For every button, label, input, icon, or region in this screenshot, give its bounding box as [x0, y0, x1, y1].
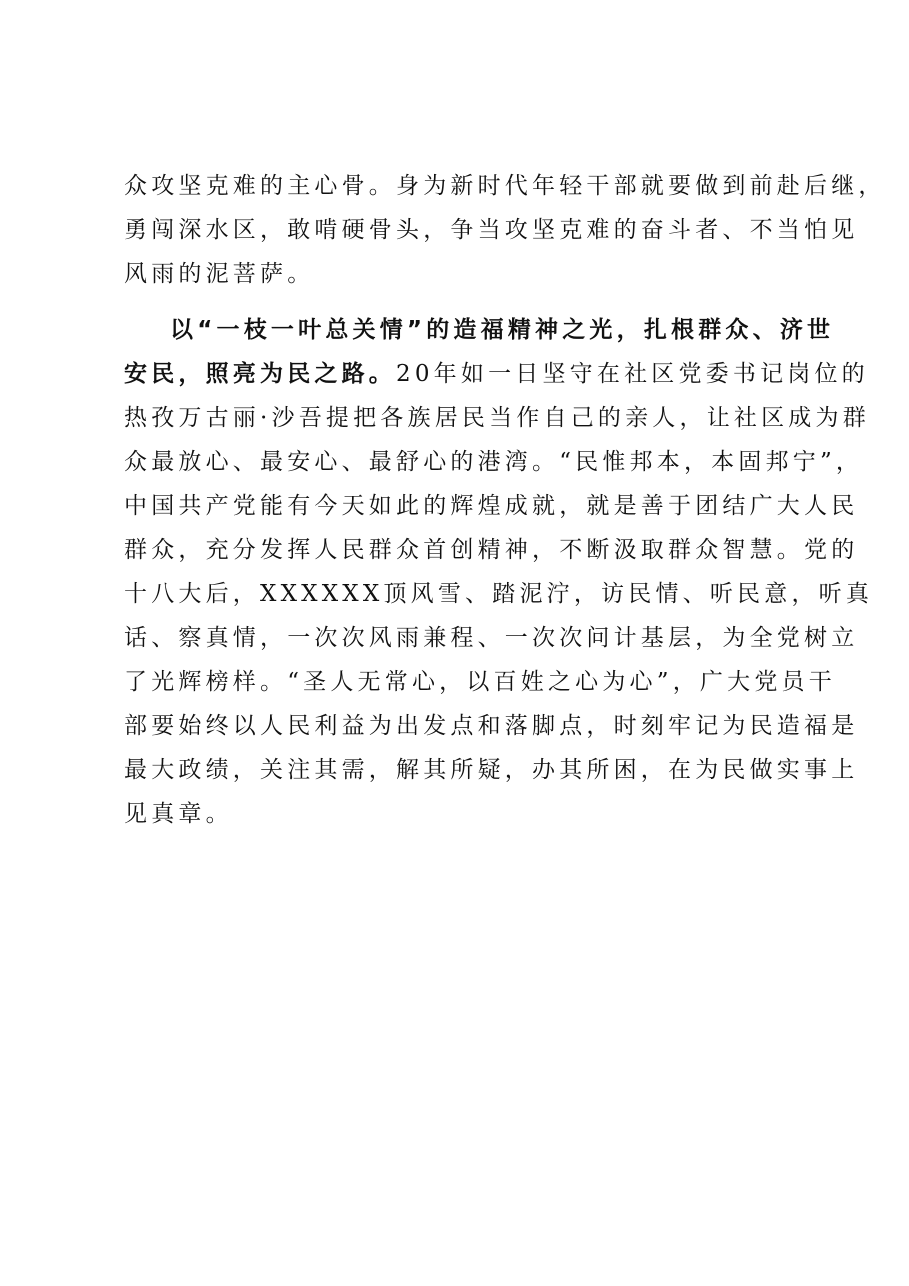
- text-line: 话、察真情，一次次风雨兼程、一次次问计基层，为全党树立: [124, 625, 859, 651]
- text-line: 见真章。: [124, 801, 233, 827]
- bold-heading-line: 以“一枝一叶总关情”的造福精神之光，扎根群众、济世: [170, 317, 835, 343]
- text-line-mixed: [124, 354, 869, 394]
- text-line: 风雨的泥菩萨。: [124, 261, 315, 287]
- text-line: 最大政绩，关注其需，解其所疑，办其所困，在为民做实事上: [124, 757, 859, 783]
- text-line: 群众，充分发挥人民群众首创精神，不断汲取群众智慧。党的: [124, 537, 859, 563]
- text-line: 中国共产党能有今天如此的辉煌成就，就是善于团结广大人民: [124, 493, 859, 519]
- bold-heading-tail: 安民，照亮为民之路。: [124, 361, 396, 387]
- text-line: 了光辉榜样。“圣人无常心，以百姓之心为心”，广大党员干: [124, 669, 836, 695]
- text-line: 热孜万古丽·沙吾提把各族居民当作自己的亲人，让社区成为群: [124, 405, 870, 431]
- text-line: 部要始终以人民利益为出发点和落脚点，时刻牢记为民造福是: [124, 713, 859, 739]
- text-line: 勇闯深水区，敢啃硬骨头，争当攻坚克难的奋斗者、不当怕见: [124, 217, 859, 243]
- text-span: 20年如一日坚守在社区党委书记岗位的: [396, 361, 869, 387]
- text-line: 十八大后，XXXXXX顶风雪、踏泥泞，访民情、听民意，听真: [124, 581, 874, 607]
- text-line: 众攻坚克难的主心骨。身为新时代年轻干部就要做到前赴后继，: [124, 173, 886, 199]
- text-line: 众最放心、最安心、最舒心的港湾。“民惟邦本，本固邦宁”，: [124, 449, 864, 475]
